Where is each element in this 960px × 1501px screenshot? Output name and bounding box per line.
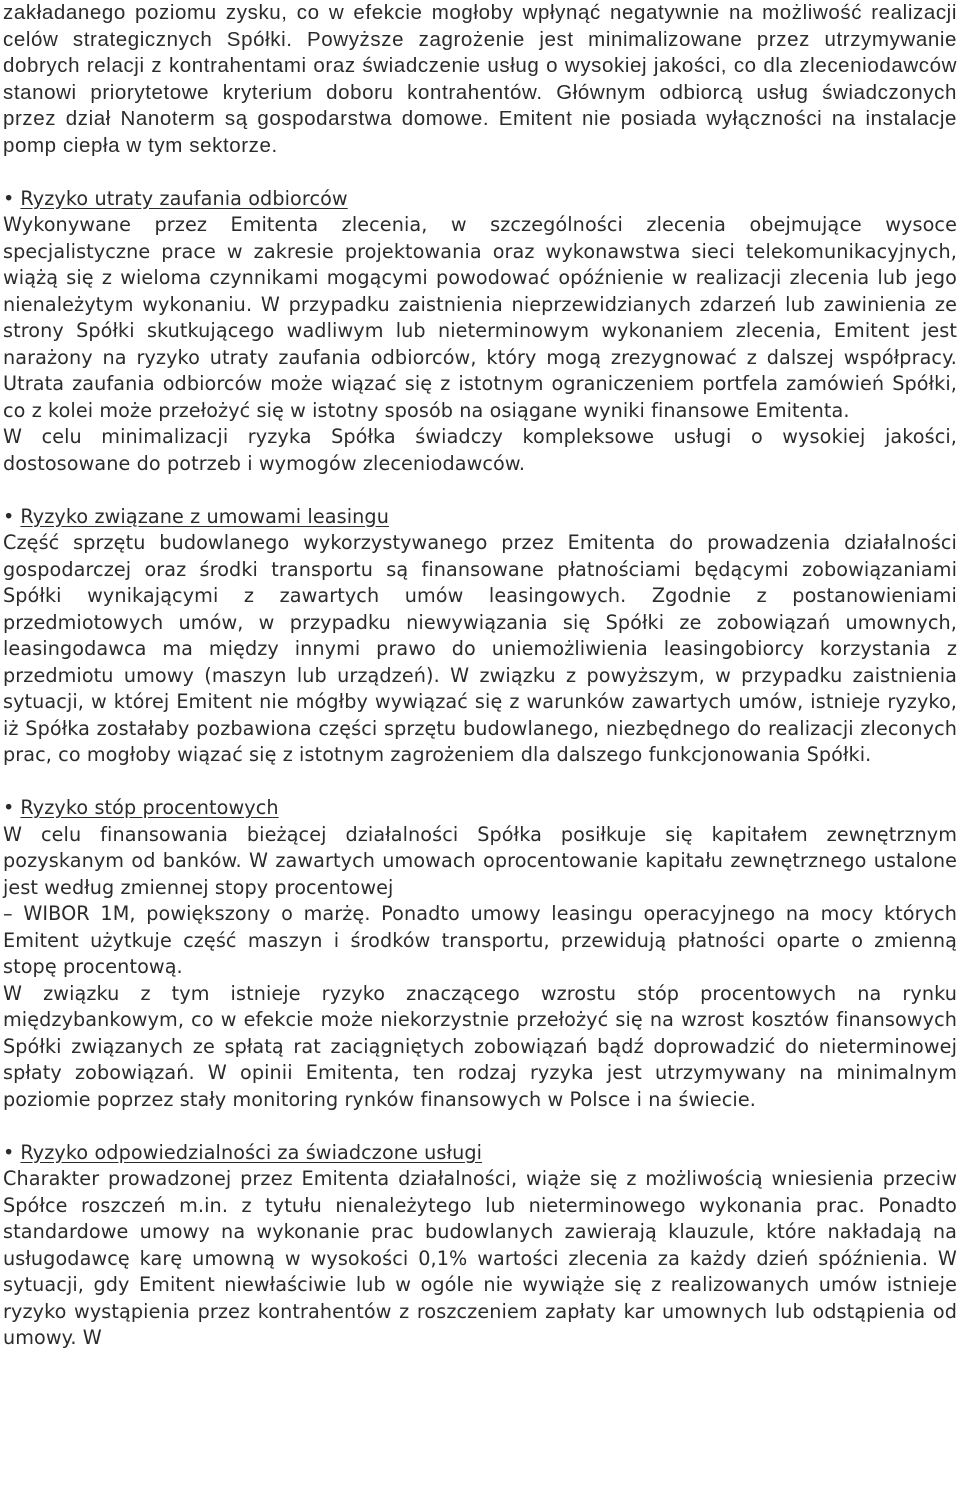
section-leasing-risk — [3, 504, 957, 769]
section-paragraph: W związku z tym istnieje ryzyko znaczącego wzrostu stóp procentowych na rynku międzybankowym, co w efekcie może niekorzystnie przełożyć się na wzrost kosztów finansowych Spółki związanych ze spłatą rat zaciągniętych zobowiązań bądź doprowadzić do nieterminowej spłaty zobowiązań. W opinii Emitenta, ten rodzaj ryzyka jest utrzymywany na minimalnym poziomie poprzez stały monitoring rynków finansowych w Polsce i na świecie. — [3, 981, 957, 1111]
bullet-icon: • — [3, 504, 15, 528]
section-paragraph: – WIBOR 1M, powiększony o marżę. Ponadto umowy leasingu operacyjnego na mocy których Emitent użytkuje część maszyn i środków transportu, przewidują płatności oparte o zmienną stopę procentową. — [3, 902, 957, 978]
section-heading — [3, 186, 957, 213]
intro-paragraph: zakładanego poziomu zysku, co w efekcie mogłoby wpłynąć negatywnie na możliwość realizacji celów strategicznych Spółki. Powyższe zagrożenie jest minimalizowane przez utrzymywanie dobrych relacji z kontrahentami oraz świadczenie usług o wysokiej jakości, co dla zleceniodawców stanowi priorytetowe kryterium doboru kontrahentów. Głównym odbiorcą usług świadczonych przez dział Nanoterm są gospodarstwa domowe. Emitent nie posiada wyłączności na instalacje pomp ciepła w tym sektorze. — [3, 1, 957, 157]
section-gap — [3, 769, 957, 796]
section-heading — [3, 795, 957, 822]
section-gap — [3, 477, 957, 504]
section-paragraph: Charakter prowadzonej przez Emitenta działalności, wiąże się z możliwością wniesienia przeciw Spółce roszczeń m.in. z tytułu nienależytego lub nieterminowego wykonania prac. Ponadto standardowe umowy na wykonanie prac budowlanych zawierają klauzule, które nakładają na usługodawcę karę umowną w wysokości 0,1% wartości zlecenia za każdy dzień spóźnienia. W sytuacji, gdy Emitent niewłaściwie lub w ogóle nie wywiąże się z realizowanych umów istnieje ryzyko wystąpienia przez kontrahentów z roszczeniem zapłaty kar umownych lub odstąpienia od umowy. W — [3, 1167, 957, 1349]
bullet-icon: • — [3, 186, 15, 210]
section-title: Ryzyko utraty zaufania odbiorców — [20, 186, 348, 210]
section-heading — [3, 1140, 957, 1167]
section-title: Ryzyko odpowiedzialności za świadczone usługi — [20, 1140, 483, 1164]
section-interest-rate-risk — [3, 795, 957, 1113]
section-title: Ryzyko związane z umowami leasingu — [20, 504, 389, 528]
section-paragraph: W celu minimalizacji ryzyka Spółka świadczy kompleksowe usługi o wysokiej jakości, dostosowane do potrzeb i wymogów zleceniodawców. — [3, 425, 957, 475]
section-paragraph: W celu finansowania bieżącej działalności Spółka posiłkuje się kapitałem zewnętrznym pozyskanym od banków. W zawartych umowach oprocentowanie kapitału zewnętrznego ustalone jest według zmiennej stopy procentowej — [3, 822, 957, 899]
bullet-icon: • — [3, 1140, 15, 1164]
bullet-icon: • — [3, 796, 15, 819]
section-gap — [3, 1113, 957, 1140]
section-paragraph: Część sprzętu budowlanego wykorzystywanego przez Emitenta do prowadzenia działalności gospodarczej oraz środki transportu są finansowane płatnościami będącymi zobowiązaniami Spółki wynikającymi z zawartych umów leasingowych. Zgodnie z postanowieniami przedmiotowych umów, w przypadku niewywiązania się Spółki ze zobowiązań umownych, leasingodawca ma między innymi prawo do uniemożliwienia leasingobiorcy korzystania z przedmiotu umowy (maszyn lub urządzeń). W związku z powyższym, w przypadku zaistnienia sytuacji, w której Emitent nie mógłby wywiązać się z warunków zawartych umów, istnieje ryzyko, iż Spółka zostałaby pozbawiona części sprzętu budowlanego, niezbędnego do realizacji zleconych prac, co mogłoby wiązać się z istotnym zagrożeniem dla dalszego funkcjonowania Spółki. — [3, 531, 957, 766]
section-title: Ryzyko stóp procentowych — [20, 796, 279, 819]
section-liability-risk — [3, 1140, 957, 1352]
document-page — [3, 0, 957, 1352]
section-trust-risk — [3, 186, 957, 478]
section-gap — [3, 159, 957, 186]
section-heading — [3, 504, 957, 531]
section-paragraph: Wykonywane przez Emitenta zlecenia, w szczególności zlecenia obejmujące wysoce specjalistyczne prace w zakresie projektowania oraz wykonawstwa sieci telekomunikacyjnych, wiążą się z wieloma czynnikami mogącymi powodować opóźnienie w realizacji zlecenia lub jego nienależytym wykonaniu. W przypadku zaistnienia nieprzewidzianych zdarzeń lub zawinienia ze strony Spółki skutkującego wadliwym lub nieterminowym wykonaniem zlecenia, Emitent jest narażony na ryzyko utraty zaufania odbiorców, który mogą zrezygnować z dalszej współpracy. Utrata zaufania odbiorców może wiązać się z istotnym ograniczeniem portfela zamówień Spółki, co z kolei może przełożyć się w istotny sposób na osiągane wyniki finansowe Emitenta. — [3, 213, 957, 422]
